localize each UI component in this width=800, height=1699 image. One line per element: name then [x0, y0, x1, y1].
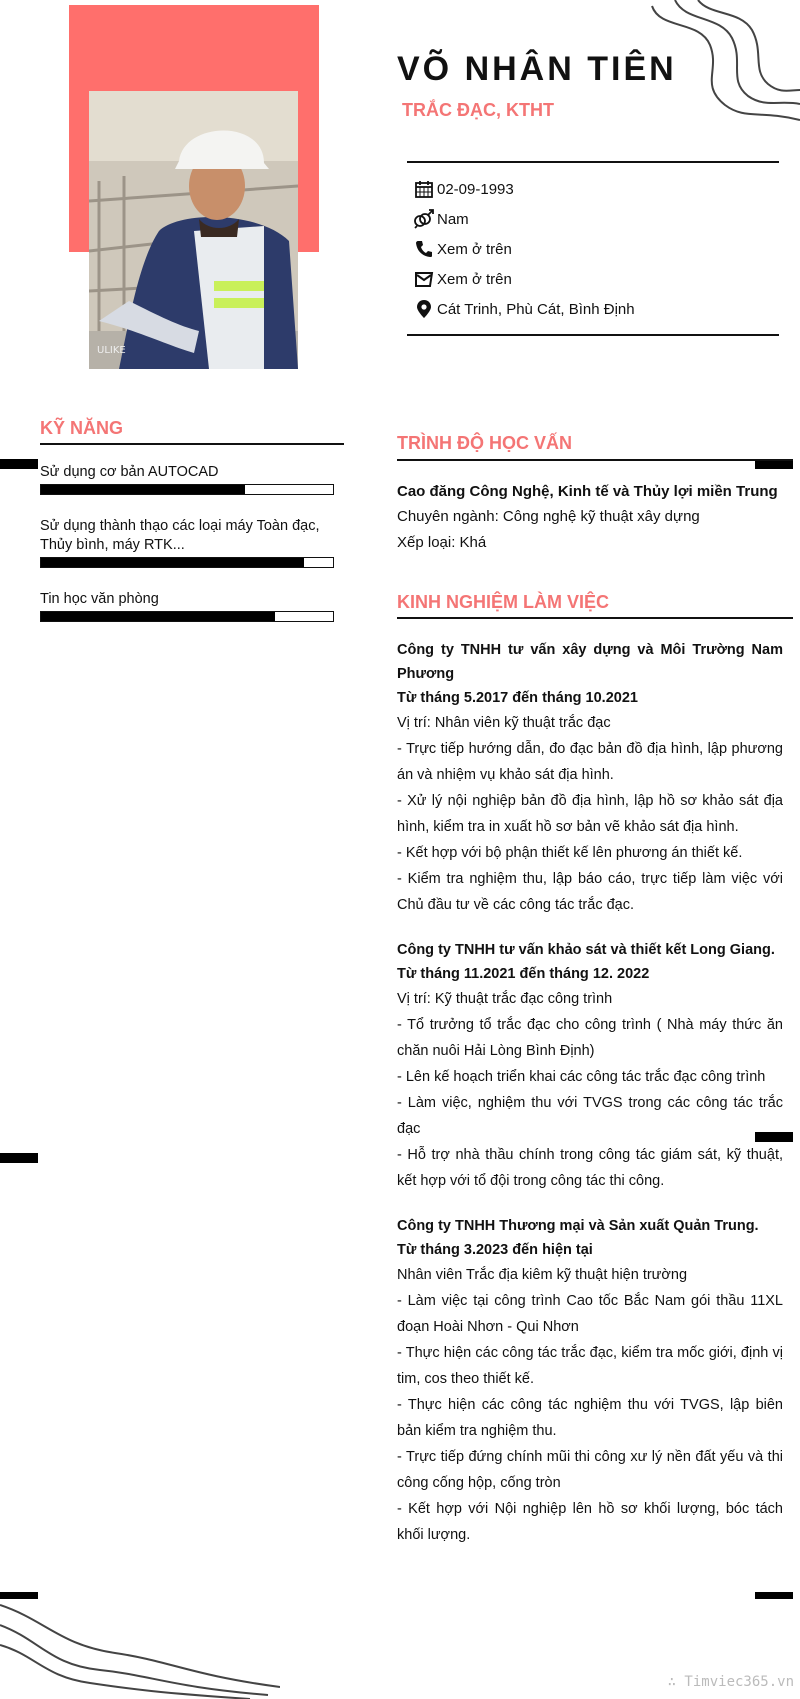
experience-item: [397, 938, 783, 1194]
skill-item: [40, 590, 334, 622]
info-top-rule: [407, 161, 779, 163]
profile-photo: [89, 91, 298, 369]
edge-mark: [755, 1592, 793, 1599]
info-bottom-rule: [407, 334, 779, 336]
envelope-icon: [413, 268, 435, 290]
experience-line: - Xử lý nội nghiệp bản đồ địa hình, lập hồ sơ khảo sát địa hình, kiểm tra in xuất hồ sơ bản vẽ khảo sát địa hình.: [397, 793, 783, 835]
experience-company: Công ty TNHH tư vấn khảo sát và thiết kết Long Giang.: [397, 942, 775, 958]
experience-line: Nhân viên Trắc địa kiêm kỹ thuật hiện trường: [397, 1267, 688, 1283]
education-school: Cao đăng Công Nghệ, Kinh tế và Thủy lợi miền Trung: [397, 483, 778, 500]
edge-mark: [0, 1592, 38, 1599]
skill-name: Sử dụng thành thạo các loại máy Toàn đạc, Thủy bình, máy RTK...: [40, 518, 320, 553]
education-section: [397, 480, 783, 556]
education-major: Chuyên ngành: Công nghệ kỹ thuật xây dựng: [397, 508, 700, 525]
info-text: Xem ở trên: [437, 240, 512, 258]
info-gender: [413, 204, 773, 234]
gender-icon: [413, 208, 435, 230]
experience-rule: [397, 617, 793, 619]
phone-icon: [413, 238, 435, 260]
info-text: Nam: [437, 210, 469, 228]
experience-line: - Làm việc, nghiệm thu với TVGS trong các công tác trắc đạc: [397, 1095, 783, 1137]
experience-line: - Thực hiện các công tác nghiệm thu với TVGS, lập biên bản kiểm tra nghiệm thu.: [397, 1397, 783, 1439]
info-text: Xem ở trên: [437, 270, 512, 288]
education-grade: Xếp loại: Khá: [397, 534, 487, 551]
info-birthdate: [413, 174, 773, 204]
job-title: TRẮC ĐẠC, KTHT: [402, 100, 554, 120]
skills-title: KỸ NĂNG: [40, 418, 124, 438]
skill-level-fill: [41, 558, 304, 567]
experience-line: - Trực tiếp hướng dẫn, đo đạc bản đồ địa hình, lập phương án và nhiệm vụ khảo sát địa hình.: [397, 741, 783, 783]
skills-rule: [40, 443, 344, 445]
skill-level-bar: [40, 557, 334, 568]
svg-text:ULIKE: ULIKE: [97, 345, 126, 356]
experience-title: KINH NGHIỆM LÀM VIỆC: [397, 592, 610, 612]
skill-level-bar: [40, 484, 334, 495]
skill-item: [40, 463, 334, 495]
personal-info-list: [413, 174, 773, 324]
skill-level-bar: [40, 611, 334, 622]
experience-line: Vị trí: Kỹ thuật trắc đạc công trình: [397, 991, 613, 1007]
experience-line: - Thực hiện các công tác trắc đạc, kiểm tra mốc giới, định vị tim, cos theo thiết kế.: [397, 1345, 783, 1387]
experience-line: - Kiểm tra nghiệm thu, lập báo cáo, trực tiếp làm việc với Chủ đầu tư về các công tác trắc đạc.: [397, 871, 783, 913]
experience-company: Công ty TNHH tư vấn xây dựng và Môi Trường Nam Phương: [397, 642, 783, 682]
skill-name: Tin học văn phòng: [40, 591, 159, 607]
skill-level-fill: [41, 485, 245, 494]
experience-line: - Kết hợp với bộ phận thiết kế lên phương án thiết kế.: [397, 845, 743, 861]
experience-period: Từ tháng 5.2017 đến tháng 10.2021: [397, 690, 638, 706]
experience-line: - Trực tiếp đứng chính mũi thi công xư lý nền đất yếu và thi công cống hộp, cống tròn: [397, 1449, 783, 1491]
experience-line: - Hỗ trợ nhà thầu chính trong công tác giám sát, kỹ thuật, kết hợp với tổ đội trong công tác thi công.: [397, 1147, 783, 1189]
decorative-waves-bottom-left: [0, 1595, 280, 1699]
experience-company: Công ty TNHH Thương mại và Sản xuất Quản Trung.: [397, 1218, 759, 1234]
edge-mark: [0, 459, 38, 469]
info-phone: [413, 234, 773, 264]
edge-mark: [0, 1153, 38, 1163]
education-title: TRÌNH ĐỘ HỌC VẤN: [397, 433, 572, 453]
map-pin-icon: [413, 298, 435, 320]
experience-line: - Tổ trưởng tổ trắc đạc cho công trình ( Nhà máy thức ăn chăn nuôi Hải Lòng Bình Định): [397, 1017, 783, 1059]
experience-item: [397, 1214, 783, 1548]
skill-level-fill: [41, 612, 275, 621]
experience-item: [397, 638, 783, 918]
skills-list: [40, 463, 334, 644]
experience-period: Từ tháng 11.2021 đến tháng 12. 2022: [397, 966, 650, 982]
info-address: [413, 294, 773, 324]
skill-item: [40, 517, 334, 568]
experience-line: Vị trí: Nhân viên kỹ thuật trắc đạc: [397, 715, 611, 731]
info-text: 02-09-1993: [437, 180, 514, 198]
experience-line: - Kết hợp với Nội nghiệp lên hồ sơ khối lượng, bóc tách khối lượng.: [397, 1501, 783, 1543]
candidate-name: VÕ NHÂN TIÊN: [397, 50, 677, 88]
experience-line: - Làm việc tại công trình Cao tốc Bắc Nam gói thầu 11XL đoạn Hoài Nhơn - Qui Nhơn: [397, 1293, 783, 1335]
skill-name: Sử dụng cơ bản AUTOCAD: [40, 464, 219, 480]
site-watermark: ∴ Timviec365.vn: [667, 1674, 794, 1690]
experience-period: Từ tháng 3.2023 đến hiện tại: [397, 1242, 593, 1258]
education-rule: [397, 459, 793, 461]
experience-section: [397, 638, 783, 1568]
experience-line: - Lên kế hoạch triển khai các công tác trắc đạc công trình: [397, 1069, 766, 1085]
info-email: [413, 264, 773, 294]
info-text: Cát Trinh, Phù Cát, Bình Định: [437, 300, 635, 318]
calendar-icon: [413, 178, 435, 200]
